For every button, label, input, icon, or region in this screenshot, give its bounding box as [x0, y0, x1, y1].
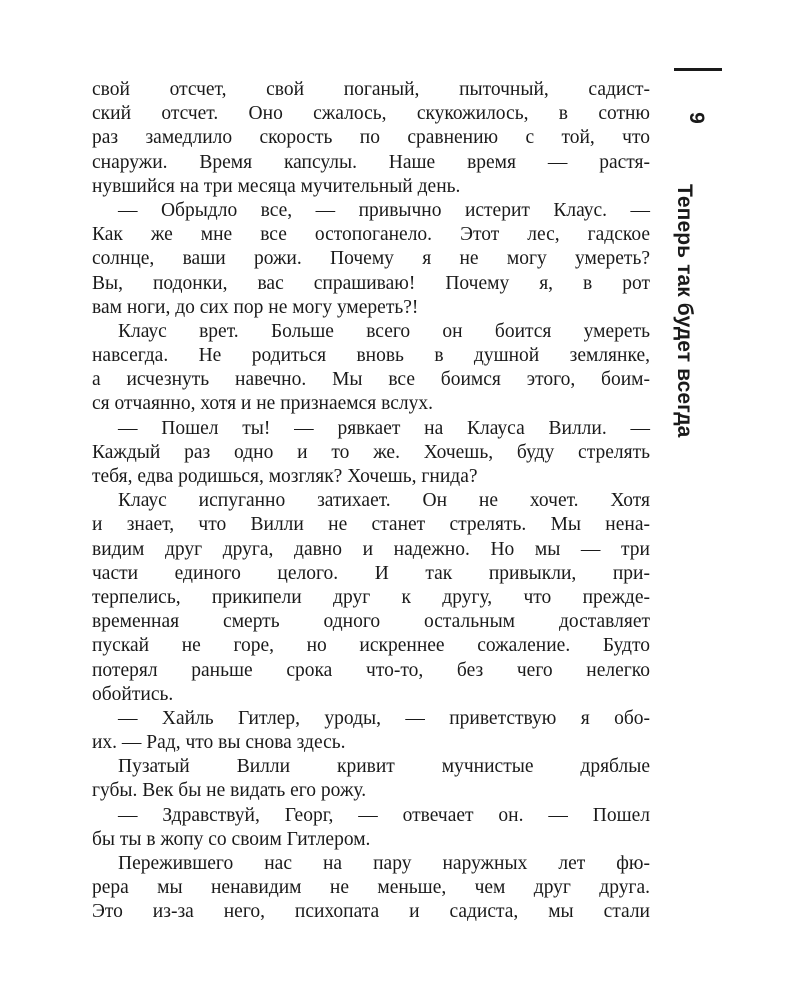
- running-title: Теперь так будет всегда: [673, 184, 696, 438]
- body-text: [92, 78, 650, 925]
- text-line: Каждый раз одно и то же. Хочешь, буду стрелять: [92, 441, 650, 463]
- text-line: Клаус испуганно затихает. Он не хочет. Хотя: [118, 490, 650, 512]
- text-line: видим друг друга, давно и надежно. Но мы — три: [92, 538, 650, 560]
- text-line: солнце, ваши рожи. Почему я не могу умереть?: [92, 248, 650, 270]
- text-line: свой отсчет, свой поганый, пыточный, садист-: [92, 79, 650, 100]
- text-line: Вы, подонки, вас спрашиваю! Почему я, в рот: [92, 272, 650, 294]
- text-line: бы ты в жопу со своим Гитлером.: [92, 828, 371, 850]
- text-line: — Хайль Гитлер, уроды, — приветствую я обо-: [118, 707, 650, 729]
- text-line: Как же мне все остопоганело. Этот лес, гадское: [92, 224, 650, 246]
- text-line: части единого целого. И так привыкли, при-: [92, 562, 650, 584]
- text-line: — Пошел ты! — рявкает на Клауса Вилли. —: [118, 417, 650, 439]
- text-line: и знает, что Вилли не станет стрелять. Мы нена-: [92, 514, 650, 536]
- text-line: их. — Рад, что вы снова здесь.: [92, 732, 346, 754]
- text-line: раз замедлило скорость по сравнению с той, что: [92, 127, 650, 149]
- page-number: 9: [685, 112, 708, 124]
- text-line: нувшийся на три месяца мучительный день.: [92, 175, 461, 197]
- text-line: рера мы ненавидим не меньше, чем друг друга.: [92, 877, 650, 899]
- text-line: губы. Век бы не видать его рожу.: [92, 780, 367, 802]
- text-line: Пузатый Вилли кривит мучнистые дряблые: [118, 756, 650, 778]
- text-line: снаружи. Время капсулы. Наше время — растя-: [92, 151, 650, 173]
- text-line: Клаус врет. Больше всего он боится умереть: [118, 320, 650, 342]
- text-line: вам ноги, до сих пор не могу умереть?!: [92, 296, 419, 318]
- text-line: пускай не горе, но искреннее сожаление. Будто: [92, 635, 650, 657]
- text-line: временная смерть одного остальным доставляет: [92, 611, 650, 633]
- text-line: Это из-за него, психопата и садиста, мы стали: [92, 901, 650, 923]
- text-line: — Обрыдло все, — привычно истерит Клаус. —: [118, 199, 650, 221]
- text-line: обойтись.: [92, 683, 174, 705]
- text-line: ский отсчет. Оно сжалось, скукожилось, в сотню: [92, 103, 650, 125]
- text-line: навсегда. Не родиться вновь в душной землянке,: [92, 345, 650, 367]
- text-line: ся отчаянно, хотя и не признаемся вслух.: [92, 393, 433, 415]
- text-line: потерял раньше срока что-то, без чего нелегко: [92, 659, 650, 681]
- text-line: тебя, едва родишься, мозгляк? Хочешь, гнида?: [92, 466, 478, 487]
- text-line: терпелись, прикипели друг к другу, что прежде-: [92, 586, 650, 608]
- header-rule: [674, 68, 722, 71]
- text-line: — Здравствуй, Георг, — отвечает он. — Пошел: [118, 804, 650, 826]
- text-line: а исчезнуть навечно. Мы все боимся этого, боим-: [92, 369, 650, 391]
- text-line: Пережившего нас на пару наружных лет фю-: [118, 853, 650, 874]
